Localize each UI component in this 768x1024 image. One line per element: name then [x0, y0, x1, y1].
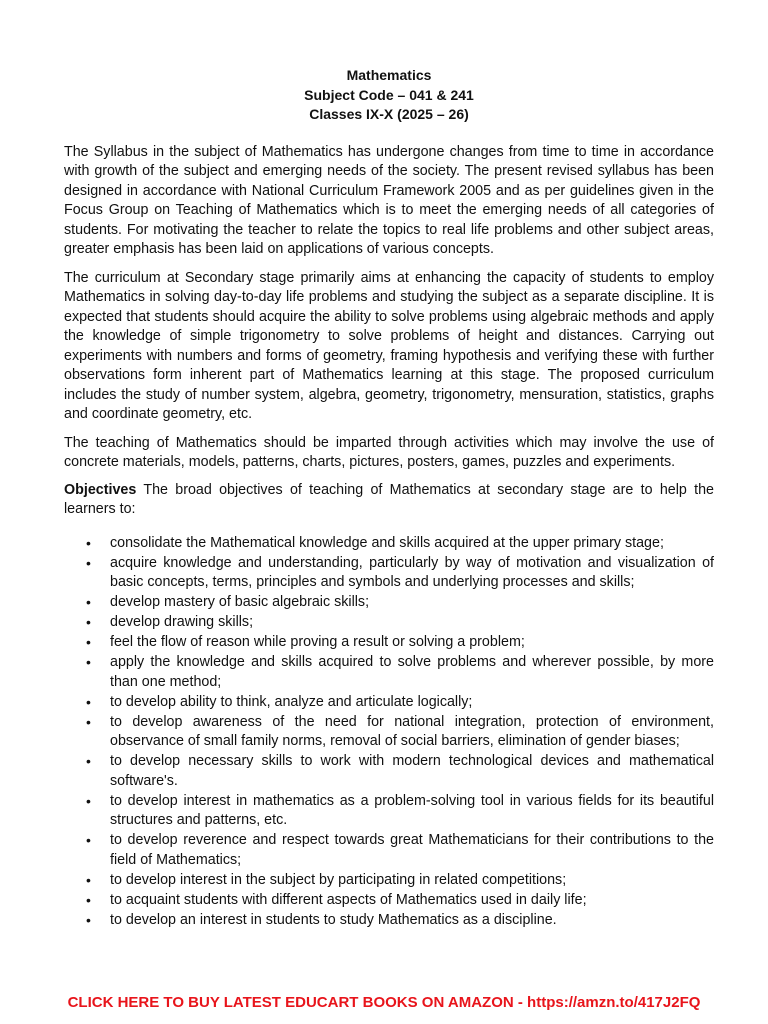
- objectives-label: Objectives: [64, 481, 137, 498]
- curriculum-paragraph: The curriculum at Secondary stage primarily aims at enhancing the capacity of students to employ Mathematics in solving day-to-day life problems and studying the subject as a separate discipline. It is expected that students should acquire the ability to solve problems using algebraic methods and apply the knowledge of simple trigonometry to solve problems of height and distances. Carrying out experiments with numbers and forms of geometry, framing hypothesis and verifying these with further observations form inherent part of Mathematics learning at this stage. The proposed curriculum includes the study of number system, algebra, geometry, trigonometry, mensuration, statistics, graphs and coordinate geometry, etc.: [64, 269, 714, 422]
- bullet-icon: •: [86, 911, 91, 928]
- list-item: • develop mastery of basic algebraic skills;: [64, 593, 714, 613]
- bullet-icon: •: [86, 792, 91, 809]
- list-item: • to develop ability to think, analyze and articulate logically;: [64, 693, 714, 713]
- bullet-icon: •: [86, 871, 91, 888]
- page-title: Mathematics: [346, 67, 432, 83]
- bullet-icon: •: [86, 713, 91, 730]
- list-item: • apply the knowledge and skills acquired to solve problems and wherever possible, by more than one method;: [86, 654, 714, 690]
- bullet-icon: •: [86, 614, 91, 630]
- list-item: • to acquaint students with different aspects of Mathematics used in daily life;: [64, 891, 714, 911]
- objectives-intro: The broad objectives of teaching of Mathematics at secondary stage are to help the learners to:: [64, 481, 714, 517]
- list-item: • feel the flow of reason while proving a result or solving a problem;: [64, 633, 714, 653]
- list-item: • to develop awareness of the need for national integration, protection of environment, observance of small family norms, removal of social barriers, elimination of gender biases;: [86, 713, 714, 749]
- amazon-promo-link[interactable]: CLICK HERE TO BUY LATEST EDUCART BOOKS ON AMAZON - https://amzn.to/417J2FQ: [67, 994, 701, 1011]
- bullet-icon: •: [86, 594, 91, 610]
- list-item: • acquire knowledge and understanding, particularly by way of motivation and visualization of basic concepts, terms, principles and symbols and underlying processes and skills;: [86, 554, 714, 590]
- objectives-paragraph: [64, 481, 714, 520]
- bullet-icon: •: [86, 891, 91, 908]
- list-item: • consolidate the Mathematical knowledge and skills acquired at the upper primary stage;: [64, 534, 714, 554]
- subject-code: Subject Code – 041 & 241: [304, 86, 474, 103]
- list-item: • to develop an interest in students to study Mathematics as a discipline.: [64, 911, 714, 931]
- teaching-paragraph: The teaching of Mathematics should be imparted through activities which may involve the use of concrete materials, models, patterns, charts, pictures, posters, games, puzzles and experiments.: [64, 434, 714, 470]
- list-item: • to develop necessary skills to work with modern technological devices and mathematical software's.: [86, 753, 714, 789]
- bullet-icon: •: [86, 753, 91, 769]
- list-item: • to develop reverence and respect towards great Mathematicians for their contributions to the field of Mathematics;: [86, 832, 714, 868]
- list-item: • develop drawing skills;: [64, 613, 714, 633]
- bullet-icon: •: [86, 654, 91, 670]
- bullet-icon: •: [86, 634, 91, 650]
- bullet-icon: •: [86, 554, 91, 571]
- bullet-icon: •: [86, 832, 91, 848]
- list-item: • to develop interest in mathematics as a problem-solving tool in various fields for its beautiful structures and patterns, etc.: [86, 792, 714, 828]
- objectives-list: [64, 534, 714, 931]
- bullet-icon: •: [86, 693, 91, 710]
- intro-paragraph: The Syllabus in the subject of Mathematics has undergone changes from time to time in accordance with growth of the subject and emerging needs of the society. The present revised syllabus has been designed in accordance with National Curriculum Framework 2005 and as per guidelines given in the Focus Group on Teaching of Mathematics which is to meet the emerging needs of all categories of students. For motivating the teacher to relate the topics to real life problems and other subject areas, greater emphasis has been laid on applications of various concepts.: [64, 143, 714, 257]
- bullet-icon: •: [86, 534, 91, 551]
- classes-label: Classes IX-X (2025 – 26): [309, 106, 469, 122]
- document-page: [64, 66, 714, 931]
- list-item: • to develop interest in the subject by participating in related competitions;: [64, 871, 714, 891]
